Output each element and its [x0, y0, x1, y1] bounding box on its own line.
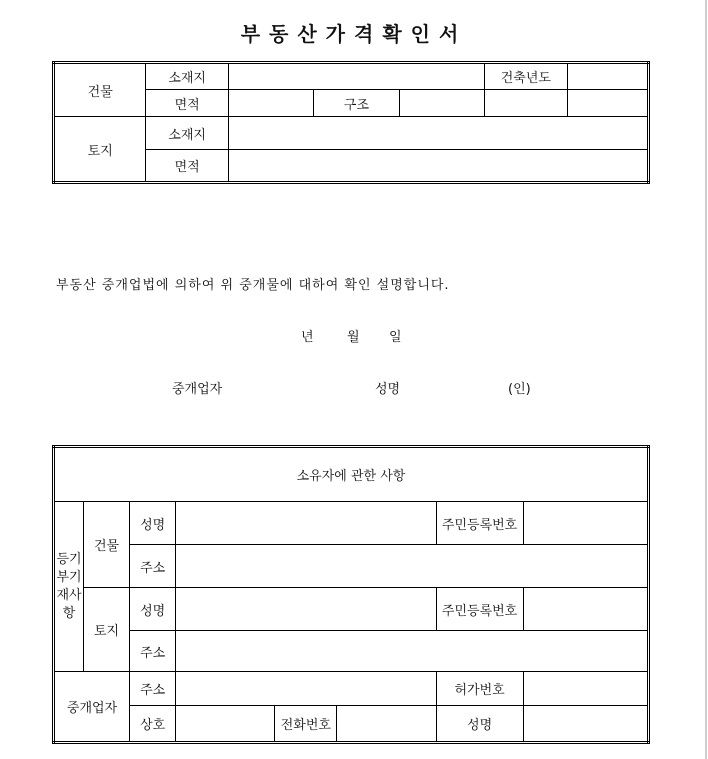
broker-label: 중개업자: [54, 672, 130, 743]
land-area-field[interactable]: [228, 150, 648, 183]
land-location-label: 소재지: [146, 117, 228, 150]
date-year-label: 년: [301, 330, 314, 345]
owner-building-resident-no-field[interactable]: [523, 502, 648, 545]
document-title: 부동산가격확인서: [240, 22, 468, 46]
owner-building-name-label: 성명: [130, 502, 176, 545]
build-year-extra-field[interactable]: [485, 90, 567, 117]
build-year-label: 건축년도: [485, 63, 567, 90]
land-area-label: 면적: [146, 150, 228, 183]
land-location-field[interactable]: [228, 117, 648, 150]
owner-land-label: 토지: [84, 588, 130, 672]
owner-building-address-field[interactable]: [176, 545, 649, 588]
land-label: 토지: [54, 117, 146, 183]
structure-field[interactable]: [399, 90, 484, 117]
broker-name-label: 성명: [436, 706, 523, 743]
structure-label: 구조: [314, 90, 399, 117]
owner-table: [52, 445, 650, 744]
owner-building-resident-no-label: 주민등록번호: [436, 502, 523, 545]
owner-land-resident-no-field[interactable]: [523, 588, 648, 631]
permit-no-field[interactable]: [523, 672, 648, 706]
owner-land-resident-no-label: 주민등록번호: [436, 588, 523, 631]
broker-signature-label: 중개업자: [172, 382, 223, 397]
trade-name-label: 상호: [130, 706, 176, 743]
statement-text: 부동산 중개업법에 의하여 위 중개물에 대하여 확인 설명합니다.: [56, 278, 450, 293]
page-edge-line: [705, 0, 707, 759]
phone-label: 전화번호: [275, 706, 337, 743]
registry-label: 등기 부기 재사 항: [54, 502, 84, 672]
owner-building-label: 건물: [84, 502, 130, 588]
building-area-field[interactable]: [228, 90, 313, 117]
building-location-label: 소재지: [146, 63, 228, 90]
building-location-field[interactable]: [228, 63, 484, 90]
owner-land-name-label: 성명: [130, 588, 176, 631]
date-month-label: 월: [347, 330, 360, 345]
name-signature-label: 성명: [375, 382, 401, 397]
broker-name-field[interactable]: [523, 706, 648, 743]
owner-land-address-field[interactable]: [176, 631, 649, 672]
owner-building-name-field[interactable]: [176, 502, 436, 545]
seal-mark: (인): [508, 382, 531, 397]
date-day-label: 일: [389, 330, 402, 345]
build-year-extra-field-2[interactable]: [567, 90, 648, 117]
broker-address-field[interactable]: [176, 672, 436, 706]
owner-building-address-label: 주소: [130, 545, 176, 588]
broker-address-label: 주소: [130, 672, 176, 706]
property-table: [52, 61, 650, 184]
building-label: 건물: [54, 63, 146, 117]
permit-no-label: 허가번호: [436, 672, 523, 706]
phone-field[interactable]: [337, 706, 436, 743]
owner-land-name-field[interactable]: [176, 588, 436, 631]
building-area-label: 면적: [146, 90, 228, 117]
trade-name-field[interactable]: [176, 706, 275, 743]
build-year-field[interactable]: [567, 63, 648, 90]
owner-table-header: 소유자에 관한 사항: [54, 447, 649, 502]
owner-land-address-label: 주소: [130, 631, 176, 672]
